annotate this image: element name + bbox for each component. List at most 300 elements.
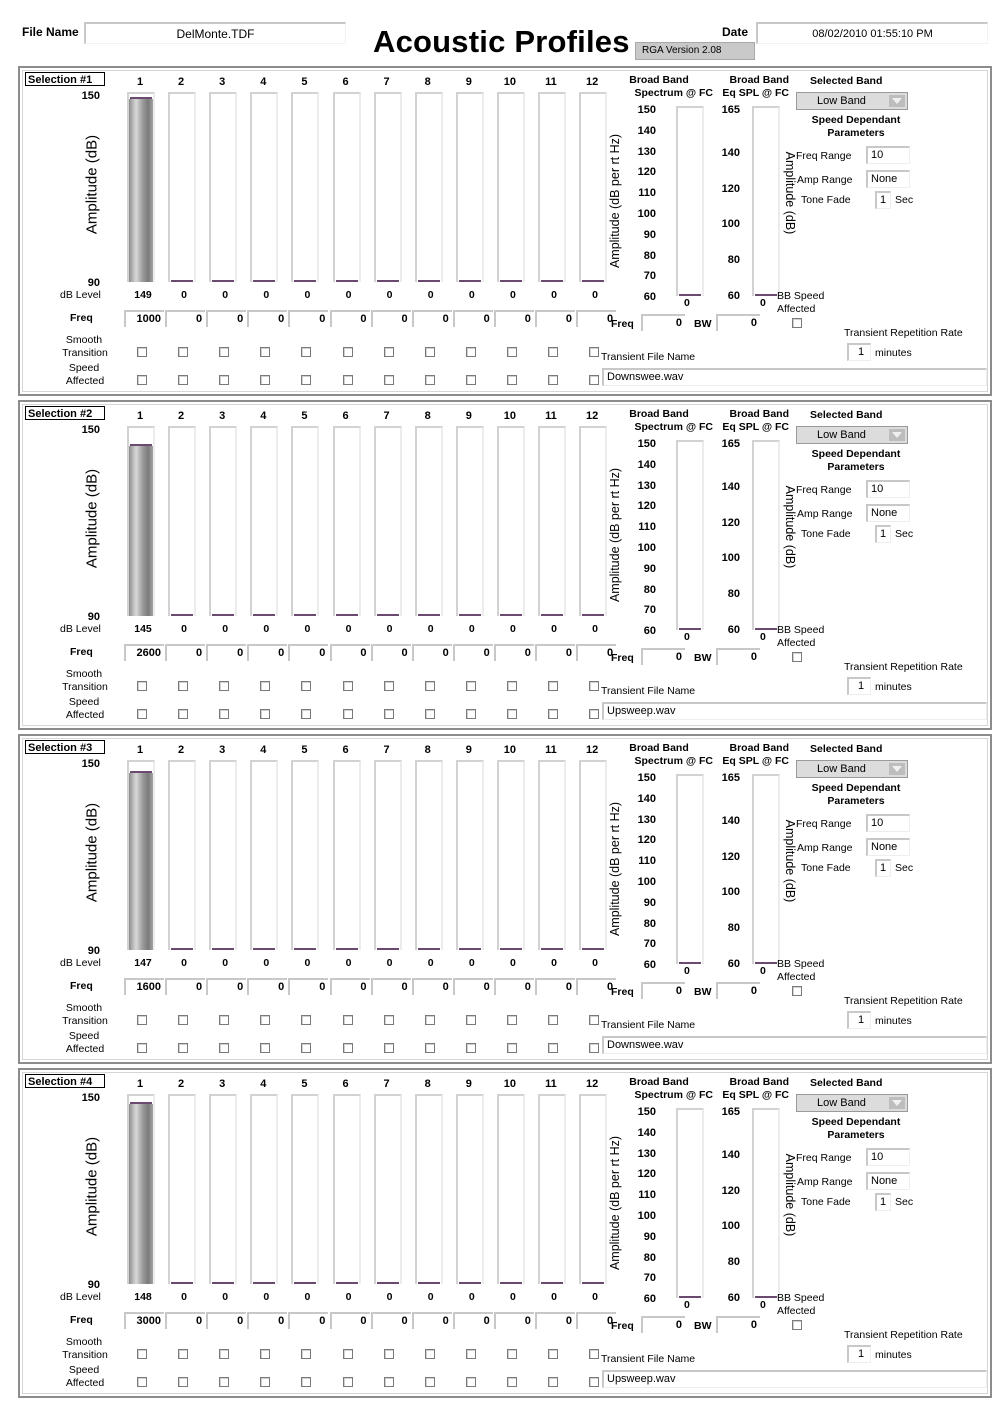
db-level-value: 0 [509,289,516,301]
speed-checkbox[interactable] [343,375,353,385]
bb-spec-tick: 120 [637,166,656,179]
freq-input[interactable]: 0 [206,1312,246,1329]
rep-rate-field[interactable]: 1 [847,1011,871,1029]
y-tick-max: 150 [81,424,100,436]
bb-eq-bar[interactable] [752,440,780,630]
channel-level-bar[interactable] [291,1094,319,1284]
channel-level-bar[interactable] [168,760,196,950]
transient-file-field[interactable]: Upsweep.wav [602,702,987,720]
freq-input[interactable]: 0 [412,978,452,995]
bb-spec-title-2: Spectrum @ FC [634,87,713,99]
speed-checkbox[interactable] [301,1377,311,1387]
bb-eq-bar[interactable] [752,106,780,296]
channel-level-bar[interactable] [250,760,278,950]
freq-input[interactable]: 0 [535,310,575,327]
bb-spec-tick: 90 [643,1230,656,1243]
bb-speed-checkbox[interactable] [792,318,802,328]
smooth-checkbox[interactable] [425,681,435,691]
smooth-checkbox[interactable] [466,1349,476,1359]
transient-rep-label: Transient Repetition Rate [844,327,963,339]
bb-spec-tick: 130 [637,1147,656,1160]
channel-level-bar[interactable] [497,1094,525,1284]
speed-checkbox[interactable] [137,709,147,719]
smooth-checkbox[interactable] [507,1015,517,1025]
channel-level-bar[interactable] [209,92,237,282]
chevron-down-icon[interactable] [889,1097,905,1109]
smooth-checkbox[interactable] [589,681,599,691]
speed-checkbox[interactable] [466,709,476,719]
smooth-checkbox[interactable] [507,1349,517,1359]
smooth-checkbox[interactable] [507,681,517,691]
speed-checkbox[interactable] [301,1043,311,1053]
bb-freq-input[interactable]: 0 [641,648,685,665]
channel-level-bar[interactable] [579,92,607,282]
smooth-checkbox[interactable] [219,1015,229,1025]
speed-checkbox[interactable] [507,1377,517,1387]
tone-fade-field[interactable]: 1 [875,525,891,543]
freq-input[interactable]: 0 [453,1312,493,1329]
freq-range-field[interactable]: 10 [866,814,910,832]
selected-band-dropdown[interactable] [796,1094,908,1112]
tone-fade-field[interactable]: 1 [875,1193,891,1211]
freq-input[interactable]: 0 [288,1312,328,1329]
speed-checkbox[interactable] [178,1043,188,1053]
speed-checkbox[interactable] [507,709,517,719]
freq-input[interactable]: 0 [330,978,370,995]
speed-checkbox[interactable] [178,1377,188,1387]
bb-spec-tick: 130 [637,145,656,158]
channel-level-bar[interactable] [497,426,525,616]
level-marker [418,948,440,950]
smooth-checkbox[interactable] [548,1015,558,1025]
freq-input[interactable]: 0 [371,310,411,327]
channel-level-bar[interactable] [456,426,484,616]
channel-level-bar[interactable] [538,426,566,616]
speed-checkbox[interactable] [548,375,558,385]
speed-checkbox[interactable] [260,1377,270,1387]
tone-fade-label: Tone Fade [801,862,851,874]
freq-input[interactable]: 0 [535,1312,575,1329]
selection-panel [18,734,992,1064]
bb-freq-input[interactable]: 0 [641,982,685,999]
speed-checkbox[interactable] [219,1043,229,1053]
speed-checkbox[interactable] [137,1377,147,1387]
transient-file-field[interactable]: Upsweep.wav [602,1370,987,1388]
smooth-checkbox[interactable] [425,1015,435,1025]
minutes-label: minutes [875,347,912,359]
bb-speed-checkbox[interactable] [792,1320,802,1330]
amp-range-field[interactable]: None [866,170,910,188]
smooth-checkbox[interactable] [425,347,435,357]
channel-level-bar[interactable] [127,426,155,616]
channel-level-bar[interactable] [209,760,237,950]
smooth-checkbox[interactable] [260,1349,270,1359]
level-fill [129,1104,153,1284]
speed-checkbox[interactable] [507,1043,517,1053]
smooth-checkbox[interactable] [548,347,558,357]
bb-spec-tick: 60 [643,1293,656,1306]
selected-band-dropdown[interactable] [796,760,908,778]
smooth-checkbox[interactable] [425,1349,435,1359]
bb-spec-tick: 100 [637,208,656,220]
smooth-checkbox[interactable] [137,681,147,691]
speed-checkbox[interactable] [260,375,270,385]
speed-checkbox[interactable] [137,1043,147,1053]
smooth-checkbox[interactable] [219,347,229,357]
channel-level-bar[interactable] [538,760,566,950]
chevron-down-icon[interactable] [889,95,905,107]
speed-checkbox[interactable] [425,709,435,719]
channel-level-bar[interactable] [333,1094,361,1284]
smooth-checkbox[interactable] [589,1015,599,1025]
freq-input[interactable]: 0 [371,978,411,995]
file-name-field[interactable]: DelMonte.TDF [84,22,346,44]
channel-number: 8 [424,1078,431,1090]
freq-input[interactable]: 0 [247,1312,287,1329]
speed-checkbox[interactable] [384,1043,394,1053]
freq-input[interactable]: 0 [453,644,493,661]
freq-input[interactable]: 0 [247,978,287,995]
speed-params-label-2: Parameters [827,461,885,473]
speed-checkbox[interactable] [219,375,229,385]
amp-range-label: Amp Range [797,1176,853,1188]
bb-speed-label: BB Speed [777,290,825,302]
channel-level-bar[interactable] [538,1094,566,1284]
channel-level-bar[interactable] [374,426,402,616]
channel-level-bar[interactable] [291,760,319,950]
smooth-checkbox[interactable] [466,347,476,357]
channel-level-bar[interactable] [127,760,155,950]
freq-input[interactable]: 3000 [124,1312,164,1329]
freq-input[interactable]: 0 [288,644,328,661]
freq-input[interactable]: 1000 [124,310,164,327]
speed-checkbox[interactable] [178,375,188,385]
freq-input[interactable]: 0 [576,644,616,661]
bb-eq-bar[interactable] [752,1108,780,1298]
freq-label: Freq [70,980,93,992]
speed-checkbox[interactable] [507,375,517,385]
channel-level-bar[interactable] [579,760,607,950]
smooth-checkbox[interactable] [301,1349,311,1359]
speed-checkbox[interactable] [548,1043,558,1053]
db-level-value: 0 [181,623,188,635]
chevron-down-icon[interactable] [889,429,905,441]
channel-level-bar[interactable] [415,1094,443,1284]
level-marker [582,1282,604,1284]
bb-freq-label: Freq [611,652,634,664]
selection-panel [18,1068,992,1398]
speed-checkbox[interactable] [260,709,270,719]
transient-file-field[interactable]: Downswee.wav [602,1036,987,1054]
smooth-checkbox[interactable] [178,681,188,691]
bb-eq-value: 0 [760,1299,766,1311]
channel-level-bar[interactable] [579,426,607,616]
speed-checkbox[interactable] [548,709,558,719]
channel-level-bar[interactable] [250,1094,278,1284]
selection-label: Selection #3 [25,740,105,754]
freq-input[interactable]: 0 [453,310,493,327]
freq-input[interactable]: 0 [412,310,452,327]
speed-checkbox[interactable] [548,1377,558,1387]
channel-level-bar[interactable] [538,92,566,282]
channel-level-bar[interactable] [415,760,443,950]
channel-level-bar[interactable] [579,1094,607,1284]
smooth-checkbox[interactable] [178,1015,188,1025]
db-level-value: 0 [263,623,270,635]
level-marker [377,280,399,282]
channel-level-bar[interactable] [456,92,484,282]
channel-level-bar[interactable] [291,426,319,616]
freq-input[interactable]: 0 [247,310,287,327]
speed-checkbox[interactable] [589,375,599,385]
freq-input[interactable]: 0 [494,310,534,327]
bb-speed-checkbox[interactable] [792,652,802,662]
channel-level-bar[interactable] [374,92,402,282]
freq-input[interactable]: 2600 [124,644,164,661]
smooth-checkbox[interactable] [301,1015,311,1025]
tone-fade-field[interactable]: 1 [875,859,891,877]
smooth-checkbox[interactable] [507,347,517,357]
speed-checkbox[interactable] [425,375,435,385]
speed-checkbox[interactable] [384,709,394,719]
amp-range-field[interactable]: None [866,504,910,522]
freq-input[interactable]: 0 [165,310,205,327]
smooth-checkbox[interactable] [343,681,353,691]
freq-input[interactable]: 0 [206,978,246,995]
bb-freq-input[interactable]: 0 [641,1316,685,1333]
freq-input[interactable]: 0 [165,644,205,661]
freq-input[interactable]: 0 [453,978,493,995]
freq-range-field[interactable]: 10 [866,1148,910,1166]
channel-number: 6 [342,76,349,88]
smooth-checkbox[interactable] [260,347,270,357]
speed-checkbox[interactable] [260,1043,270,1053]
bb-speed-label: BB Speed [777,1292,825,1304]
rep-rate-field[interactable]: 1 [847,677,871,695]
speed-checkbox[interactable] [301,709,311,719]
freq-input[interactable]: 1600 [124,978,164,995]
speed-checkbox[interactable] [466,375,476,385]
speed-checkbox[interactable] [343,1377,353,1387]
smooth-checkbox[interactable] [301,681,311,691]
speed-checkbox[interactable] [589,1043,599,1053]
speed-params-label-2: Parameters [827,795,885,807]
bb-spec-tick: 150 [637,772,656,784]
freq-input[interactable]: 0 [288,978,328,995]
channel-level-bar[interactable] [333,760,361,950]
smooth-checkbox[interactable] [260,1015,270,1025]
channel-number: 7 [383,1078,390,1090]
selection-label: Selection #1 [25,72,105,86]
channel-level-bar[interactable] [250,426,278,616]
level-marker [500,614,522,616]
db-level-value: 0 [592,957,599,969]
bw-input[interactable]: 0 [716,1316,760,1333]
freq-range-field[interactable]: 10 [866,480,910,498]
smooth-checkbox[interactable] [589,347,599,357]
freq-range-field[interactable]: 10 [866,146,910,164]
date-field[interactable]: 08/02/2010 01:55:10 PM [756,22,988,44]
smooth-checkbox[interactable] [178,347,188,357]
freq-input[interactable]: 0 [535,978,575,995]
channel-level-bar[interactable] [333,426,361,616]
rep-rate-field[interactable]: 1 [847,1345,871,1363]
smooth-checkbox[interactable] [137,347,147,357]
bb-eq-tick: 60 [727,1292,740,1304]
freq-input[interactable]: 0 [535,644,575,661]
channel-level-bar[interactable] [168,426,196,616]
bw-input[interactable]: 0 [716,314,760,331]
freq-input[interactable]: 0 [330,1312,370,1329]
channel-level-bar[interactable] [497,760,525,950]
smooth-checkbox[interactable] [219,1349,229,1359]
rep-rate-field[interactable]: 1 [847,343,871,361]
freq-input[interactable]: 0 [247,644,287,661]
bb-spec-bar[interactable] [676,106,704,296]
smooth-checkbox[interactable] [589,1349,599,1359]
level-marker [171,614,193,616]
level-marker [459,614,481,616]
freq-input[interactable]: 0 [576,1312,616,1329]
channel-number: 5 [301,76,308,88]
db-level-value: 0 [181,1291,188,1303]
level-marker [459,948,481,950]
speed-checkbox[interactable] [384,1377,394,1387]
channel-level-bar[interactable] [209,1094,237,1284]
freq-input[interactable]: 0 [165,1312,205,1329]
smooth-checkbox[interactable] [178,1349,188,1359]
bb-speed-checkbox[interactable] [792,986,802,996]
bb-spec-tick: 110 [638,855,656,868]
channel-level-bar[interactable] [415,426,443,616]
freq-input[interactable]: 0 [165,978,205,995]
bb-freq-input[interactable]: 0 [641,314,685,331]
channel-level-bar[interactable] [291,92,319,282]
smooth-checkbox[interactable] [548,681,558,691]
smooth-checkbox[interactable] [343,347,353,357]
channel-number: 8 [424,76,431,88]
selected-band-dropdown[interactable] [796,426,908,444]
speed-checkbox[interactable] [384,375,394,385]
speed-checkbox[interactable] [589,1377,599,1387]
freq-input[interactable]: 0 [412,1312,452,1329]
selected-band-value: Low Band [817,95,866,107]
speed-checkbox[interactable] [219,1377,229,1387]
selection-label: Selection #2 [25,406,105,420]
smooth-checkbox[interactable] [301,347,311,357]
smooth-checkbox[interactable] [384,681,394,691]
smooth-checkbox[interactable] [384,1015,394,1025]
amp-range-field[interactable]: None [866,838,910,856]
freq-input[interactable]: 0 [206,310,246,327]
speed-checkbox[interactable] [425,1377,435,1387]
speed-checkbox[interactable] [425,1043,435,1053]
smooth-checkbox[interactable] [466,681,476,691]
speed-checkbox[interactable] [178,709,188,719]
smooth-checkbox[interactable] [384,1349,394,1359]
bb-eq-bar[interactable] [752,774,780,964]
channel-level-bar[interactable] [168,1094,196,1284]
smooth-checkbox[interactable] [343,1015,353,1025]
channel-level-bar[interactable] [209,426,237,616]
channel-level-bar[interactable] [127,1094,155,1284]
chevron-down-icon[interactable] [889,763,905,775]
tone-fade-field[interactable]: 1 [875,191,891,209]
channel-level-bar[interactable] [497,92,525,282]
db-level-value: 0 [551,957,557,969]
selected-band-dropdown[interactable] [796,92,908,110]
speed-label-2: Affected [65,375,105,387]
freq-input[interactable]: 0 [330,310,370,327]
speed-checkbox[interactable] [301,375,311,385]
speed-checkbox[interactable] [219,709,229,719]
freq-input[interactable]: 0 [330,644,370,661]
speed-checkbox[interactable] [343,709,353,719]
smooth-checkbox[interactable] [384,347,394,357]
channel-level-bar[interactable] [250,92,278,282]
channel-level-bar[interactable] [456,1094,484,1284]
transient-file-field[interactable]: Downswee.wav [602,368,987,386]
bb-spec-tick: 130 [637,813,656,826]
freq-input[interactable]: 0 [412,644,452,661]
bw-input[interactable]: 0 [716,982,760,999]
bb-spec-tick: 110 [638,521,656,534]
channel-level-bar[interactable] [415,92,443,282]
smooth-checkbox[interactable] [137,1349,147,1359]
smooth-checkbox[interactable] [548,1349,558,1359]
channel-level-bar[interactable] [374,1094,402,1284]
speed-checkbox[interactable] [343,1043,353,1053]
freq-input[interactable]: 0 [576,310,616,327]
level-marker [171,1282,193,1284]
bb-spec-tick: 70 [643,1272,656,1285]
bb-spec-bar[interactable] [676,440,704,630]
freq-input[interactable]: 0 [576,978,616,995]
freq-input[interactable]: 0 [494,978,534,995]
freq-input[interactable]: 0 [494,1312,534,1329]
bb-spec-title-2: Spectrum @ FC [634,755,713,767]
channel-level-bar[interactable] [374,760,402,950]
channel-level-bar[interactable] [333,92,361,282]
freq-input[interactable]: 0 [288,310,328,327]
amp-range-field[interactable]: None [866,1172,910,1190]
channel-number: 10 [503,76,517,88]
smooth-checkbox[interactable] [137,1015,147,1025]
freq-input[interactable]: 0 [206,644,246,661]
freq-input[interactable]: 0 [494,644,534,661]
channel-level-bar[interactable] [456,760,484,950]
bb-spec-bar[interactable] [676,1108,704,1298]
smooth-checkbox[interactable] [219,681,229,691]
smooth-label: Smooth [65,1336,103,1348]
bw-input[interactable]: 0 [716,648,760,665]
y-axis-label: Amplitude (dB) [83,468,101,569]
freq-input[interactable]: 0 [371,1312,411,1329]
speed-checkbox[interactable] [466,1043,476,1053]
bb-spec-bar[interactable] [676,774,704,964]
selection-panel [18,400,992,730]
smooth-checkbox[interactable] [466,1015,476,1025]
speed-checkbox[interactable] [137,375,147,385]
smooth-checkbox[interactable] [343,1349,353,1359]
speed-checkbox[interactable] [589,709,599,719]
freq-input[interactable]: 0 [371,644,411,661]
channel-level-bar[interactable] [168,92,196,282]
channel-level-bar[interactable] [127,92,155,282]
smooth-checkbox[interactable] [260,681,270,691]
bb-spec-axis-label: Amplitude (dB per rt Hz) [608,467,622,603]
speed-checkbox[interactable] [466,1377,476,1387]
